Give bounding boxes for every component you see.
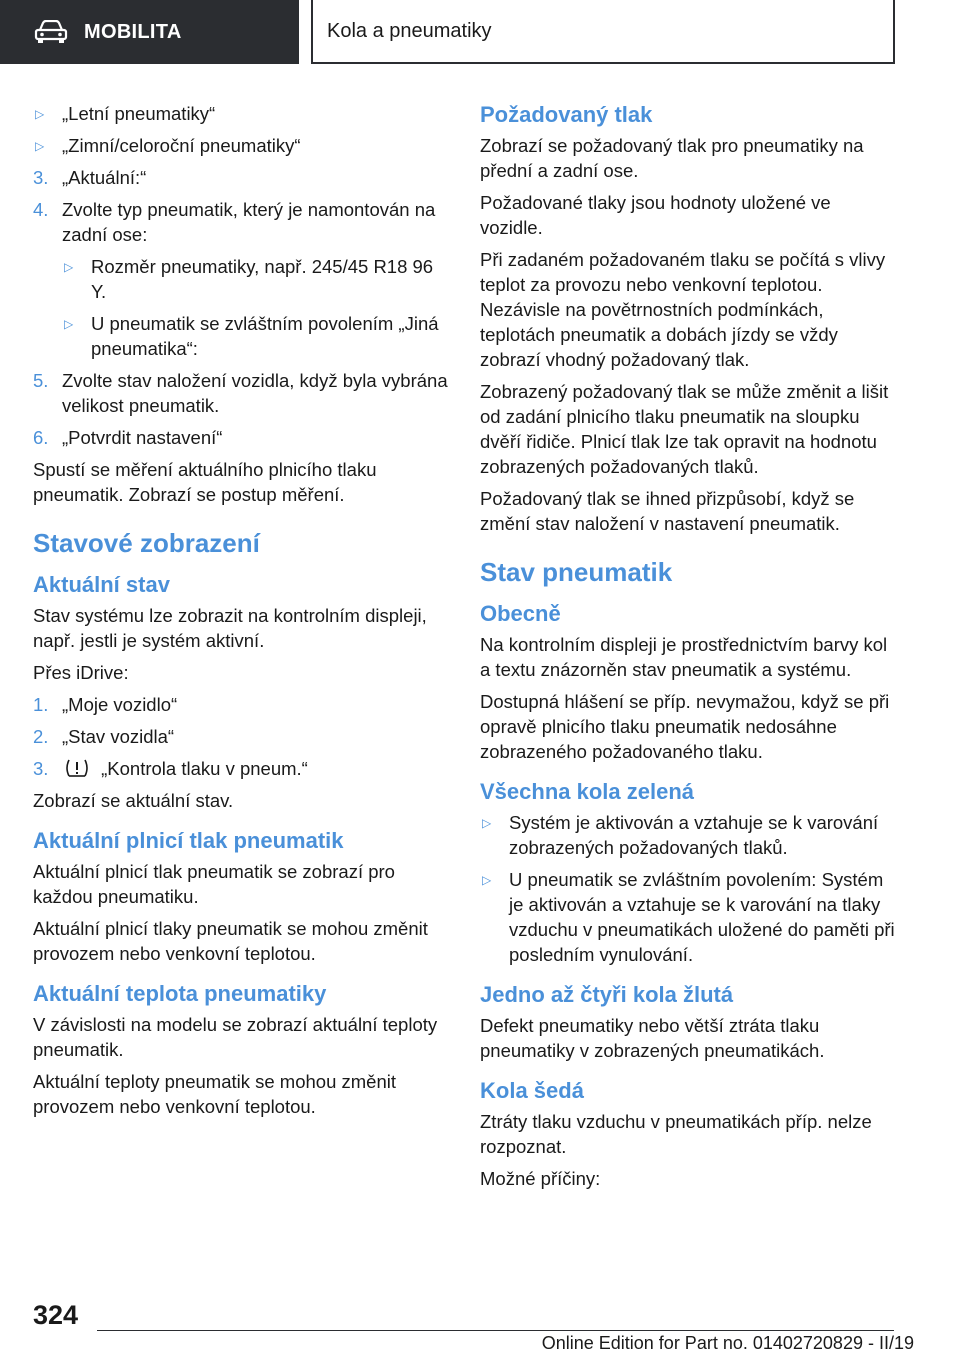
subsection-heading: Obecně [480,601,561,626]
footer-divider [97,1330,894,1331]
step-item [33,756,451,781]
section-label: MOBILITA [84,20,182,43]
sub-list-item [33,254,451,304]
sub-list-item [33,311,451,361]
paragraph: Aktuální plnicí tlak pneumatik se zobrazí pro každou pneumatiku. [33,861,395,907]
list-item [480,867,898,967]
paragraph: V závislosti na modelu se zobrazí aktuální teploty pneumatik. [33,1014,438,1060]
paragraph: Defekt pneumatiky nebo větší ztráta tlaku pneumatiky v zobrazených pneumatikách. [480,1015,825,1061]
paragraph: Ztráty tlaku vzduchu v pneumatikách příp. nelze rozpoznat. [480,1111,872,1157]
subsection-heading: Všechna kola zelená [480,779,694,804]
triangle-bullet-icon: ▷ [35,139,45,153]
paragraph: Při zadaném požadovaném tlaku se počítá s vlivy teplot za provozu nebo venkovní teplotou. Nezávisle na povětrnostních podmínkách, teplotách pneumatik a dobách jízdy se vždy zobrazí vhodný požadovaný tlak. [480,249,886,370]
paragraph: Aktuální plnicí tlaky pneumatik se mohou změnit provozem nebo venkovní teplotou. [33,918,428,964]
step-text: „Kontrola tlaku v pneum.“ [101,758,308,779]
step-item [33,368,451,418]
paragraph: Zobrazený požadovaný tlak se může změnit a lišit od zadání plnicího tlaku pneumatik na sloupku dvěří řidiče. Plnicí tlak lze tak opravit na hodnotu zobrazených požadovaných tlaků. [480,381,889,477]
step-text: „Stav vozidla“ [62,726,175,747]
chapter-label: Kola a pneumatiky [327,19,492,42]
section-tab [0,0,299,64]
list-item [480,810,898,860]
paragraph: Aktuální teploty pneumatik se mohou změnit provozem nebo venkovní teplotou. [33,1071,396,1117]
subsection-heading: Aktuální stav [33,572,170,597]
tire-pressure-warning-icon [64,758,90,778]
page-number: 324 [33,1300,79,1330]
edition-note: Online Edition for Part no. 01402720829 - II/19 [541,1333,914,1353]
list-item-text: U pneumatik se zvláštním povolením „Jiná pneumatika“: [91,313,439,359]
list-item [33,101,451,126]
paragraph: Stav systému lze zobrazit na kontrolním displeji, např. jestli je systém aktivní. [33,605,427,651]
list-item-text: Rozměr pneumatiky, např. 245/45 R18 96 Y. [91,256,434,302]
step-text: Zvolte stav naložení vozidla, když byla vybrána velikost pneumatik. [62,370,448,416]
step-number: 2. [33,726,49,747]
step-item [33,425,451,450]
subsection-heading: Aktuální teplota pneumatiky [33,981,327,1006]
car-icon [34,20,68,44]
right-column [480,101,898,1198]
paragraph: Možné příčiny: [480,1168,601,1189]
step-text: Zvolte typ pneumatik, který je namontován na zadní ose: [62,199,436,245]
chapter-tab [311,0,895,64]
page-header [0,0,960,66]
subsection-heading: Aktuální plnicí tlak pneumatik [33,828,344,853]
step-number: 6. [33,427,49,448]
paragraph: Přes iDrive: [33,662,129,683]
list-item-text: U pneumatik se zvláštním povolením: Systém je aktivován a vztahuje se k varování na tlaky vzduchu v pneumatikách uložené do paměti při posledním vynulování. [509,869,895,965]
left-column [33,101,451,1126]
section-heading: Stav pneumatik [480,557,673,587]
paragraph: Dostupná hlášení se příp. nevymažou, když se při opravě plnicího tlaku pneumatik nedosáhne zobrazeného požadovaného tlaku. [480,691,890,762]
step-number: 4. [33,199,49,220]
step-text: „Moje vozidlo“ [62,694,178,715]
list-item [33,133,451,158]
step-item [33,197,451,247]
subsection-heading: Kola šedá [480,1078,584,1103]
triangle-bullet-icon: ▷ [35,107,45,121]
triangle-bullet-icon: ▷ [482,816,492,830]
triangle-bullet-icon: ▷ [64,317,74,331]
step-number: 3. [33,167,49,188]
paragraph: Požadované tlaky jsou hodnoty uložené ve vozidle. [480,192,831,238]
step-item [33,165,451,190]
step-item [33,692,451,717]
subsection-heading: Jedno až čtyři kola žlutá [480,982,734,1007]
step-text: „Potvrdit nastavení“ [62,427,223,448]
paragraph: Spustí se měření aktuálního plnicího tlaku pneumatik. Zobrazí se postup měření. [33,459,377,505]
paragraph: Požadovaný tlak se ihned přizpůsobí, když se změní stav naložení v nastavení pneumatik. [480,488,855,534]
paragraph: Zobrazí se požadovaný tlak pro pneumatiky na přední a zadní ose. [480,135,864,181]
triangle-bullet-icon: ▷ [64,260,74,274]
paragraph: Zobrazí se aktuální stav. [33,790,234,811]
subsection-heading: Požadovaný tlak [480,102,653,127]
list-item-text: „Letní pneumatiky“ [62,103,216,124]
list-item-text: „Zimní/celoroční pneumatiky“ [62,135,301,156]
section-heading: Stavové zobrazení [33,528,260,558]
step-number: 3. [33,758,49,779]
step-number: 5. [33,370,49,391]
step-text: „Aktuální:“ [62,167,147,188]
list-item-text: Systém je aktivován a vztahuje se k varování zobrazených požadovaných tlaků. [509,812,879,858]
triangle-bullet-icon: ▷ [482,873,492,887]
step-item [33,724,451,749]
paragraph: Na kontrolním displeji je prostřednictvím barvy kol a textu znázorněn stav pneumatik a systému. [480,634,888,680]
step-number: 1. [33,694,49,715]
